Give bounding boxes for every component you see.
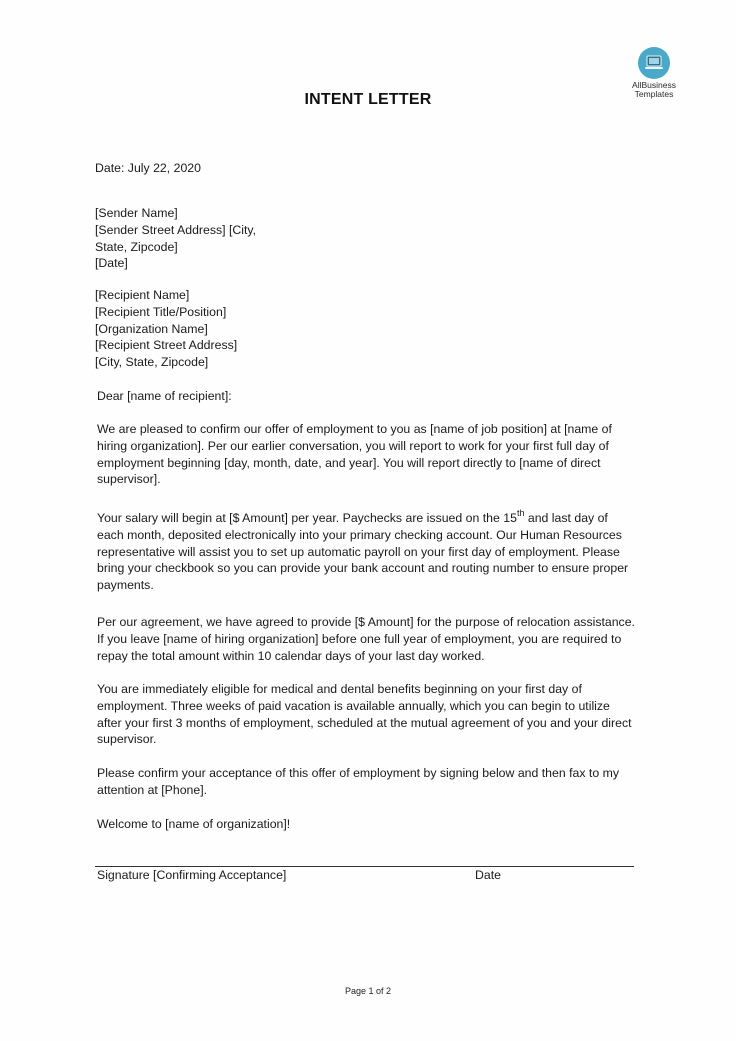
recipient-address-block [95, 287, 237, 371]
brand-line-2: Templates [634, 89, 674, 99]
signature-line [95, 866, 634, 867]
closing-line [97, 816, 637, 833]
date-line: Date: July 22, 2020 [95, 161, 201, 175]
recipient-title: [Recipient Title/Position] [95, 304, 227, 319]
salary-text-start: Your salary will begin at [$ Amount] per year. Paychecks are issued on the 15 [97, 511, 517, 525]
paragraph-confirm [97, 765, 637, 799]
brand-line-1: AllBusiness [632, 80, 676, 90]
page-number: Page 1 of 2 [344, 986, 392, 996]
paragraph-relocation [97, 614, 637, 664]
recipient-city-state-zip: [City, State, Zipcode] [95, 355, 209, 370]
paragraph-salary-text [97, 507, 637, 594]
document-title: INTENT LETTER [304, 91, 432, 108]
paragraph-salary [97, 507, 637, 594]
salutation: Dear [name of recipient]: [97, 389, 232, 403]
signature-label: Signature [Confirming Acceptance] [97, 868, 287, 882]
paragraph-benefits [97, 681, 637, 748]
closing-text: Welcome to [name of organization]! [97, 817, 291, 831]
sender-date: [Date] [95, 256, 128, 271]
paragraph-offer [97, 421, 637, 488]
paragraph-offer-text: We are pleased to confirm our offer of employment to you as [name of job position] at [name of hiring organization]. Per our earlier conversation, you will report to work for your first full day of employment beginning [day, month, date, and year]. You will report directly to [name of direct supervisor]. [97, 422, 612, 487]
sender-state-zip: State, Zipcode] [95, 239, 178, 254]
signature-date-label: Date [475, 868, 501, 882]
paragraph-confirm-text: Please confirm your acceptance of this offer of employment by signing below and then fax to my attention at [Phone]. [97, 766, 619, 797]
paragraph-benefits-text: You are immediately eligible for medical and dental benefits beginning on your first day of employment. Three weeks of paid vacation is available annually, which you can begin to utilize after your first 3 months of employment, scheduled at the mutual agreement of you and your direct supervisor. [97, 682, 632, 747]
salary-superscript: th [516, 507, 525, 518]
salary-text-end: and last day of each month, deposited electronically into your primary checking account. Our Human Resources representative will assist you to set up automatic payroll on your first day of employment. Please bring your checkbook so you can provide your bank account and routing number to ensure proper payments. [97, 511, 629, 593]
laptop-icon [638, 47, 670, 79]
sender-street: [Sender Street Address] [City, [95, 222, 257, 237]
recipient-name: [Recipient Name] [95, 288, 190, 302]
recipient-organization: [Organization Name] [95, 321, 208, 336]
paragraph-relocation-text: Per our agreement, we have agreed to provide [$ Amount] for the purpose of relocation assistance. If you leave [name of hiring organization] before one full year of employment, you are required to repay the total amount within 10 calendar days of your last day worked. [97, 615, 635, 663]
sender-name: [Sender Name] [95, 206, 178, 220]
sender-address-block [95, 205, 256, 272]
recipient-street: [Recipient Street Address] [95, 338, 238, 353]
